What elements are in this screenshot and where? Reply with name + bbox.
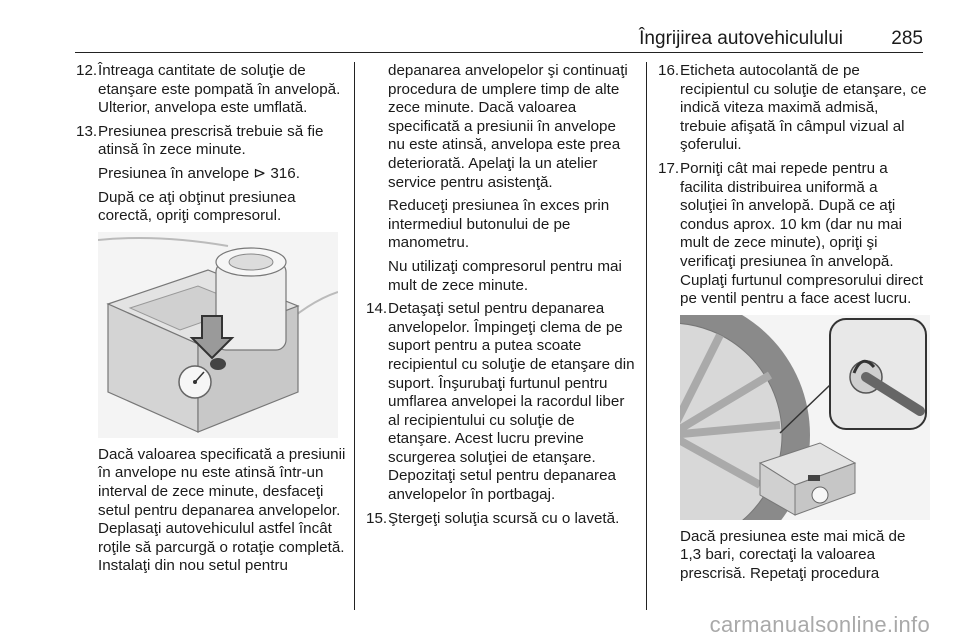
step-16: [658, 62, 928, 155]
paragraph-compressor-limit: Nu utilizaţi compresorul pentru mai mult de zece minute.: [388, 257, 622, 294]
column-1: [76, 62, 346, 581]
page-header: [75, 28, 923, 53]
pressure-reference-text: Presiunea în anvelope: [98, 164, 250, 182]
column-2: [366, 62, 636, 533]
step-17: [658, 160, 928, 309]
step-number: 17.: [658, 159, 680, 177]
tyre-valve-illustration: [680, 315, 928, 520]
compressor-image: [98, 232, 338, 438]
paragraph-reduce-pressure: Reduceţi presiunea în exces prin intermediul butonului de pe manometru.: [388, 197, 610, 252]
step-15: [366, 510, 636, 529]
column-divider-2: [646, 62, 647, 610]
page-number: 285: [891, 28, 923, 49]
page-ref-arrow-icon: ⊳: [253, 164, 267, 182]
step-number: 12.: [76, 62, 98, 79]
step-number: 14.: [366, 300, 388, 318]
step-text: Întreaga cantitate de soluţie de etanşare este pompată în anvelopă. Ulterior, anvelopa este umflată.: [98, 62, 341, 117]
step-number: 13.: [76, 122, 98, 140]
paragraph-after-pressure: După ce aţi obţinut presiunea corectă, opriţi compresorul.: [98, 188, 296, 225]
paragraph-if-low-pressure: Dacă valoarea specificată a presiunii în anvelope nu este atinsă într-un interval de zece minute, desfaceţi setul pentru depanarea anvelopelor. Deplasaţi autovehiculul astfel încât roţile să parcurgă o rotaţie completă. Instalaţi din nou setul pentru: [98, 445, 346, 575]
step-text: Eticheta autocolantă de pe recipientul cu soluţie de etanşare, ce indică viteza maximă admisă, trebuie afişată în câmpul vizual al şoferului.: [680, 62, 927, 154]
compressor-illustration: [98, 232, 346, 438]
step-13: [76, 123, 346, 160]
paragraph-continuation: depanarea anvelopelor şi continuaţi procedura de umplere timp de alte zece minute. Dacă valoarea specificată a presiunii în anvelope nu este atinsă, anvelopa este prea deteriorată. Apelaţi la un atelier service pentru asistenţă.: [388, 62, 628, 191]
step-text: Porniţi cât mai repede pentru a facilita distribuirea uniformă a soluţiei în anvelopă. După ce aţi condus aprox. 10 km (dar nu mai mult de zece minute), opriţi şi verificaţi presiunea în anvelopă. Cuplaţi furtunul compresorului direct pe ventil pentru a face acest lucru.: [680, 159, 924, 308]
step-number: 15.: [366, 509, 388, 527]
column-divider-1: [354, 62, 355, 610]
pressure-reference: [76, 165, 346, 184]
tyre-valve-image: [680, 315, 930, 520]
column-3: [658, 62, 928, 589]
step-12: [76, 62, 346, 118]
paragraph-if-less-pressure: Dacă presiunea este mai mică de 1,3 bari, corectaţi la valoarea prescrisă. Repetaţi procedura: [680, 527, 906, 582]
page-title: Îngrijirea autovehiculului: [639, 28, 843, 49]
step-14: [366, 300, 636, 505]
page-ref-link[interactable]: 316.: [270, 164, 300, 182]
step-text: Presiunea prescrisă trebuie să fie atinsă în zece minute.: [98, 122, 324, 159]
step-number: 16.: [658, 62, 680, 79]
step-text: Ştergeţi soluţia scursă cu o lavetă.: [388, 509, 620, 527]
site-watermark: carmanualsonline.info: [709, 612, 930, 637]
step-text: Detaşaţi setul pentru depanarea anvelopelor. Împingeţi clema de pe suport pentru a putea scoate recipientul cu soluţie de etanşare din suport. Înşurubaţi furtunul pentru umflarea anvelopei la racordul liber al recipientului cu soluţie de etanşare. Acest lucru previne scurgerea soluţiei de etanşare. Depozitaţi setul pentru depanarea anvelopelor în portbagaj.: [388, 300, 635, 504]
